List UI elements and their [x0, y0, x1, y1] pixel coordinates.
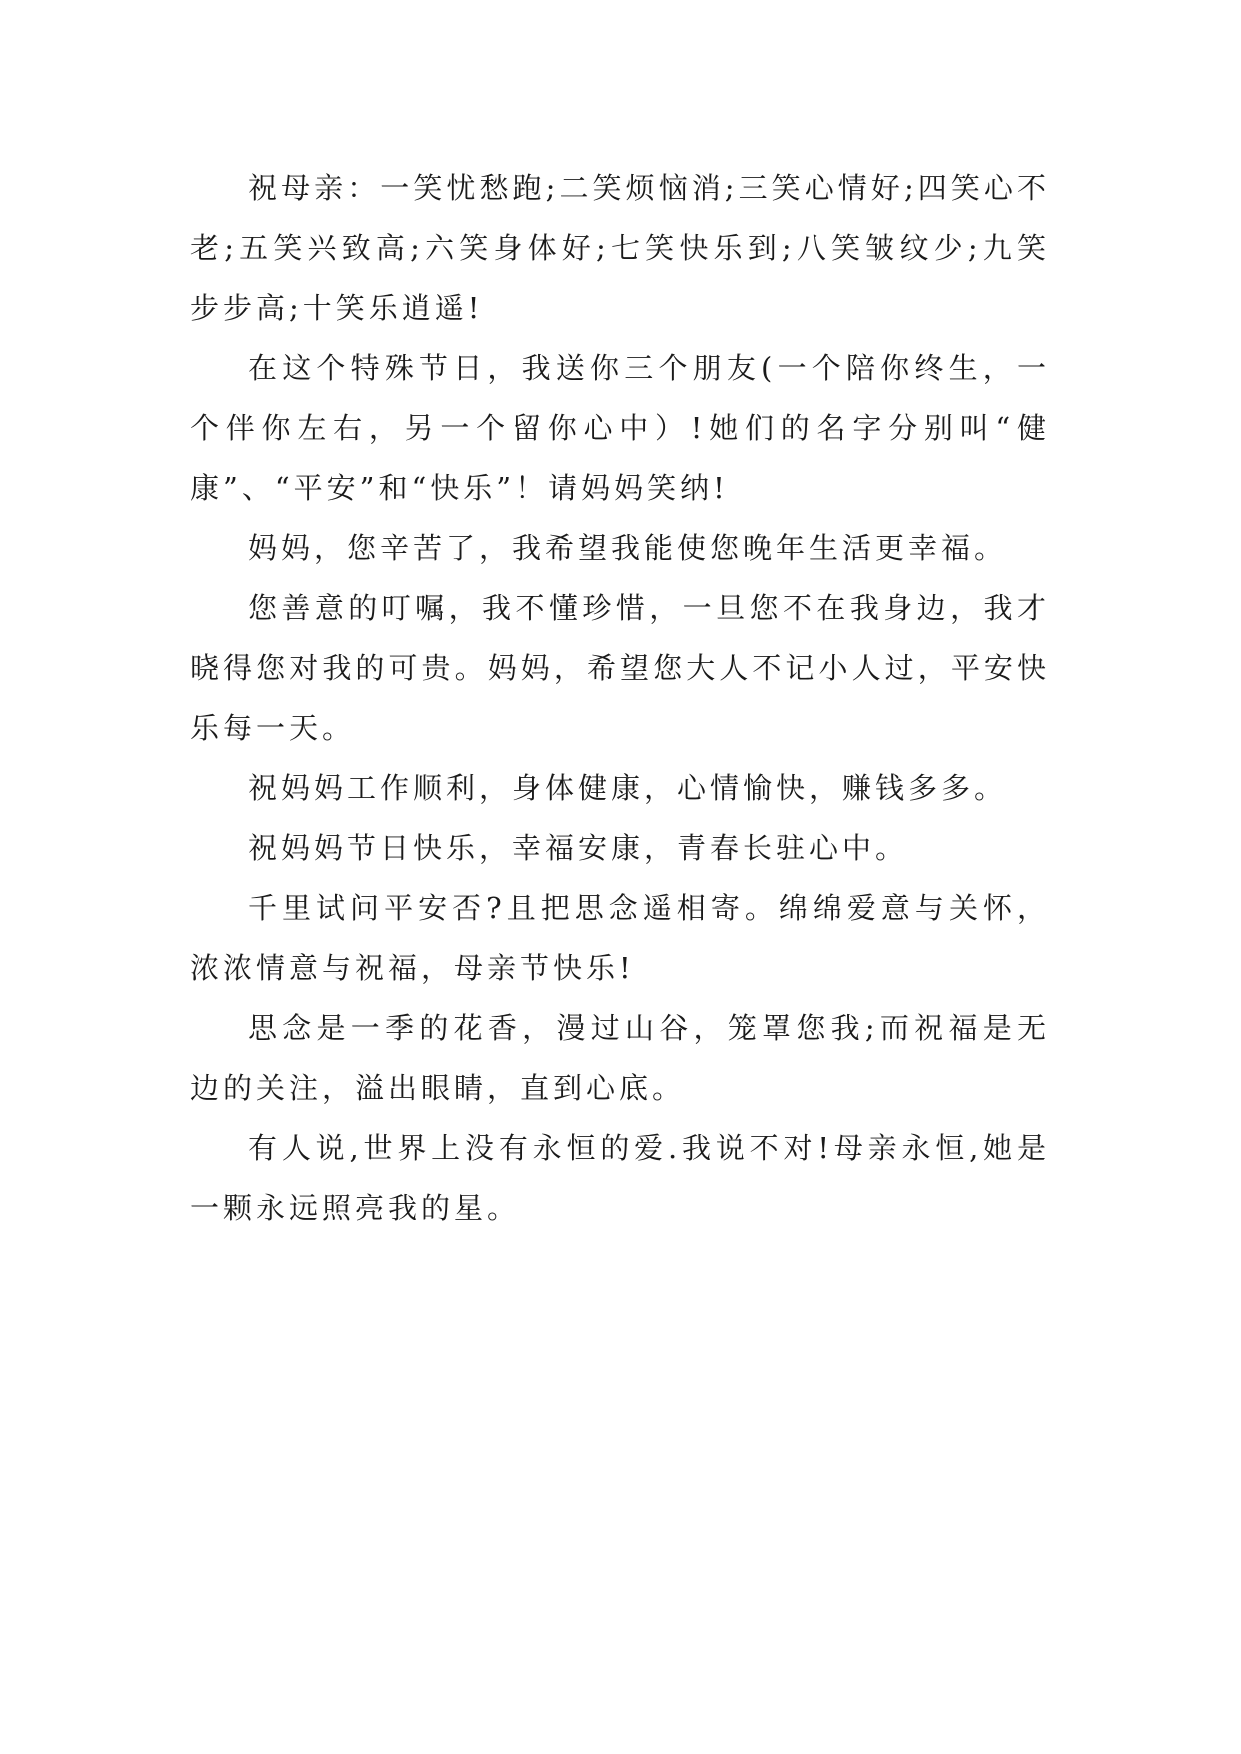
paragraph-holiday-wish: 祝妈妈节日快乐，幸福安康，青春长驻心中。: [248, 831, 909, 865]
paragraph-mother-smiles: 祝母亲：一笑忧愁跑;二笑烦恼消;三笑心情好;四笑心不老;五笑兴致高;六笑身体好;七笑快乐到;八笑皱纹少;九笑步步高;十笑乐逍遥!: [190, 171, 1050, 325]
paragraph-hard-work: 妈妈，您辛苦了，我希望我能使您晚年生活更幸福。: [248, 531, 1008, 565]
paragraph-eternal-love: 有人说,世界上没有永恒的爱.我说不对!母亲永恒,她是一颗永远照亮我的星。: [190, 1131, 1050, 1225]
paragraph-missing-you: 思念是一季的花香，漫过山谷，笼罩您我;而祝福是无边的关注，溢出眼睛，直到心底。: [190, 1011, 1050, 1105]
paragraph-kind-advice: 您善意的叮嘱，我不懂珍惜，一旦您不在我身边，我才晓得您对我的可贵。妈妈，希望您大人不记小人过，平安快乐每一天。: [190, 591, 1050, 745]
document-body: [190, 158, 1050, 1238]
paragraph-three-friends: 在这个特殊节日，我送你三个朋友(一个陪你终生，一个伴你左右，另一个留你心中）!她们的名字分别叫“健康”、“平安”和“快乐”！请妈妈笑纳!: [190, 351, 1050, 505]
paragraph-thousand-miles: 千里试问平安否?且把思念遥相寄。绵绵爱意与关怀，浓浓情意与祝福，母亲节快乐!: [190, 891, 1050, 985]
paragraph-work-wish: 祝妈妈工作顺利，身体健康，心情愉快，赚钱多多。: [248, 771, 1008, 805]
